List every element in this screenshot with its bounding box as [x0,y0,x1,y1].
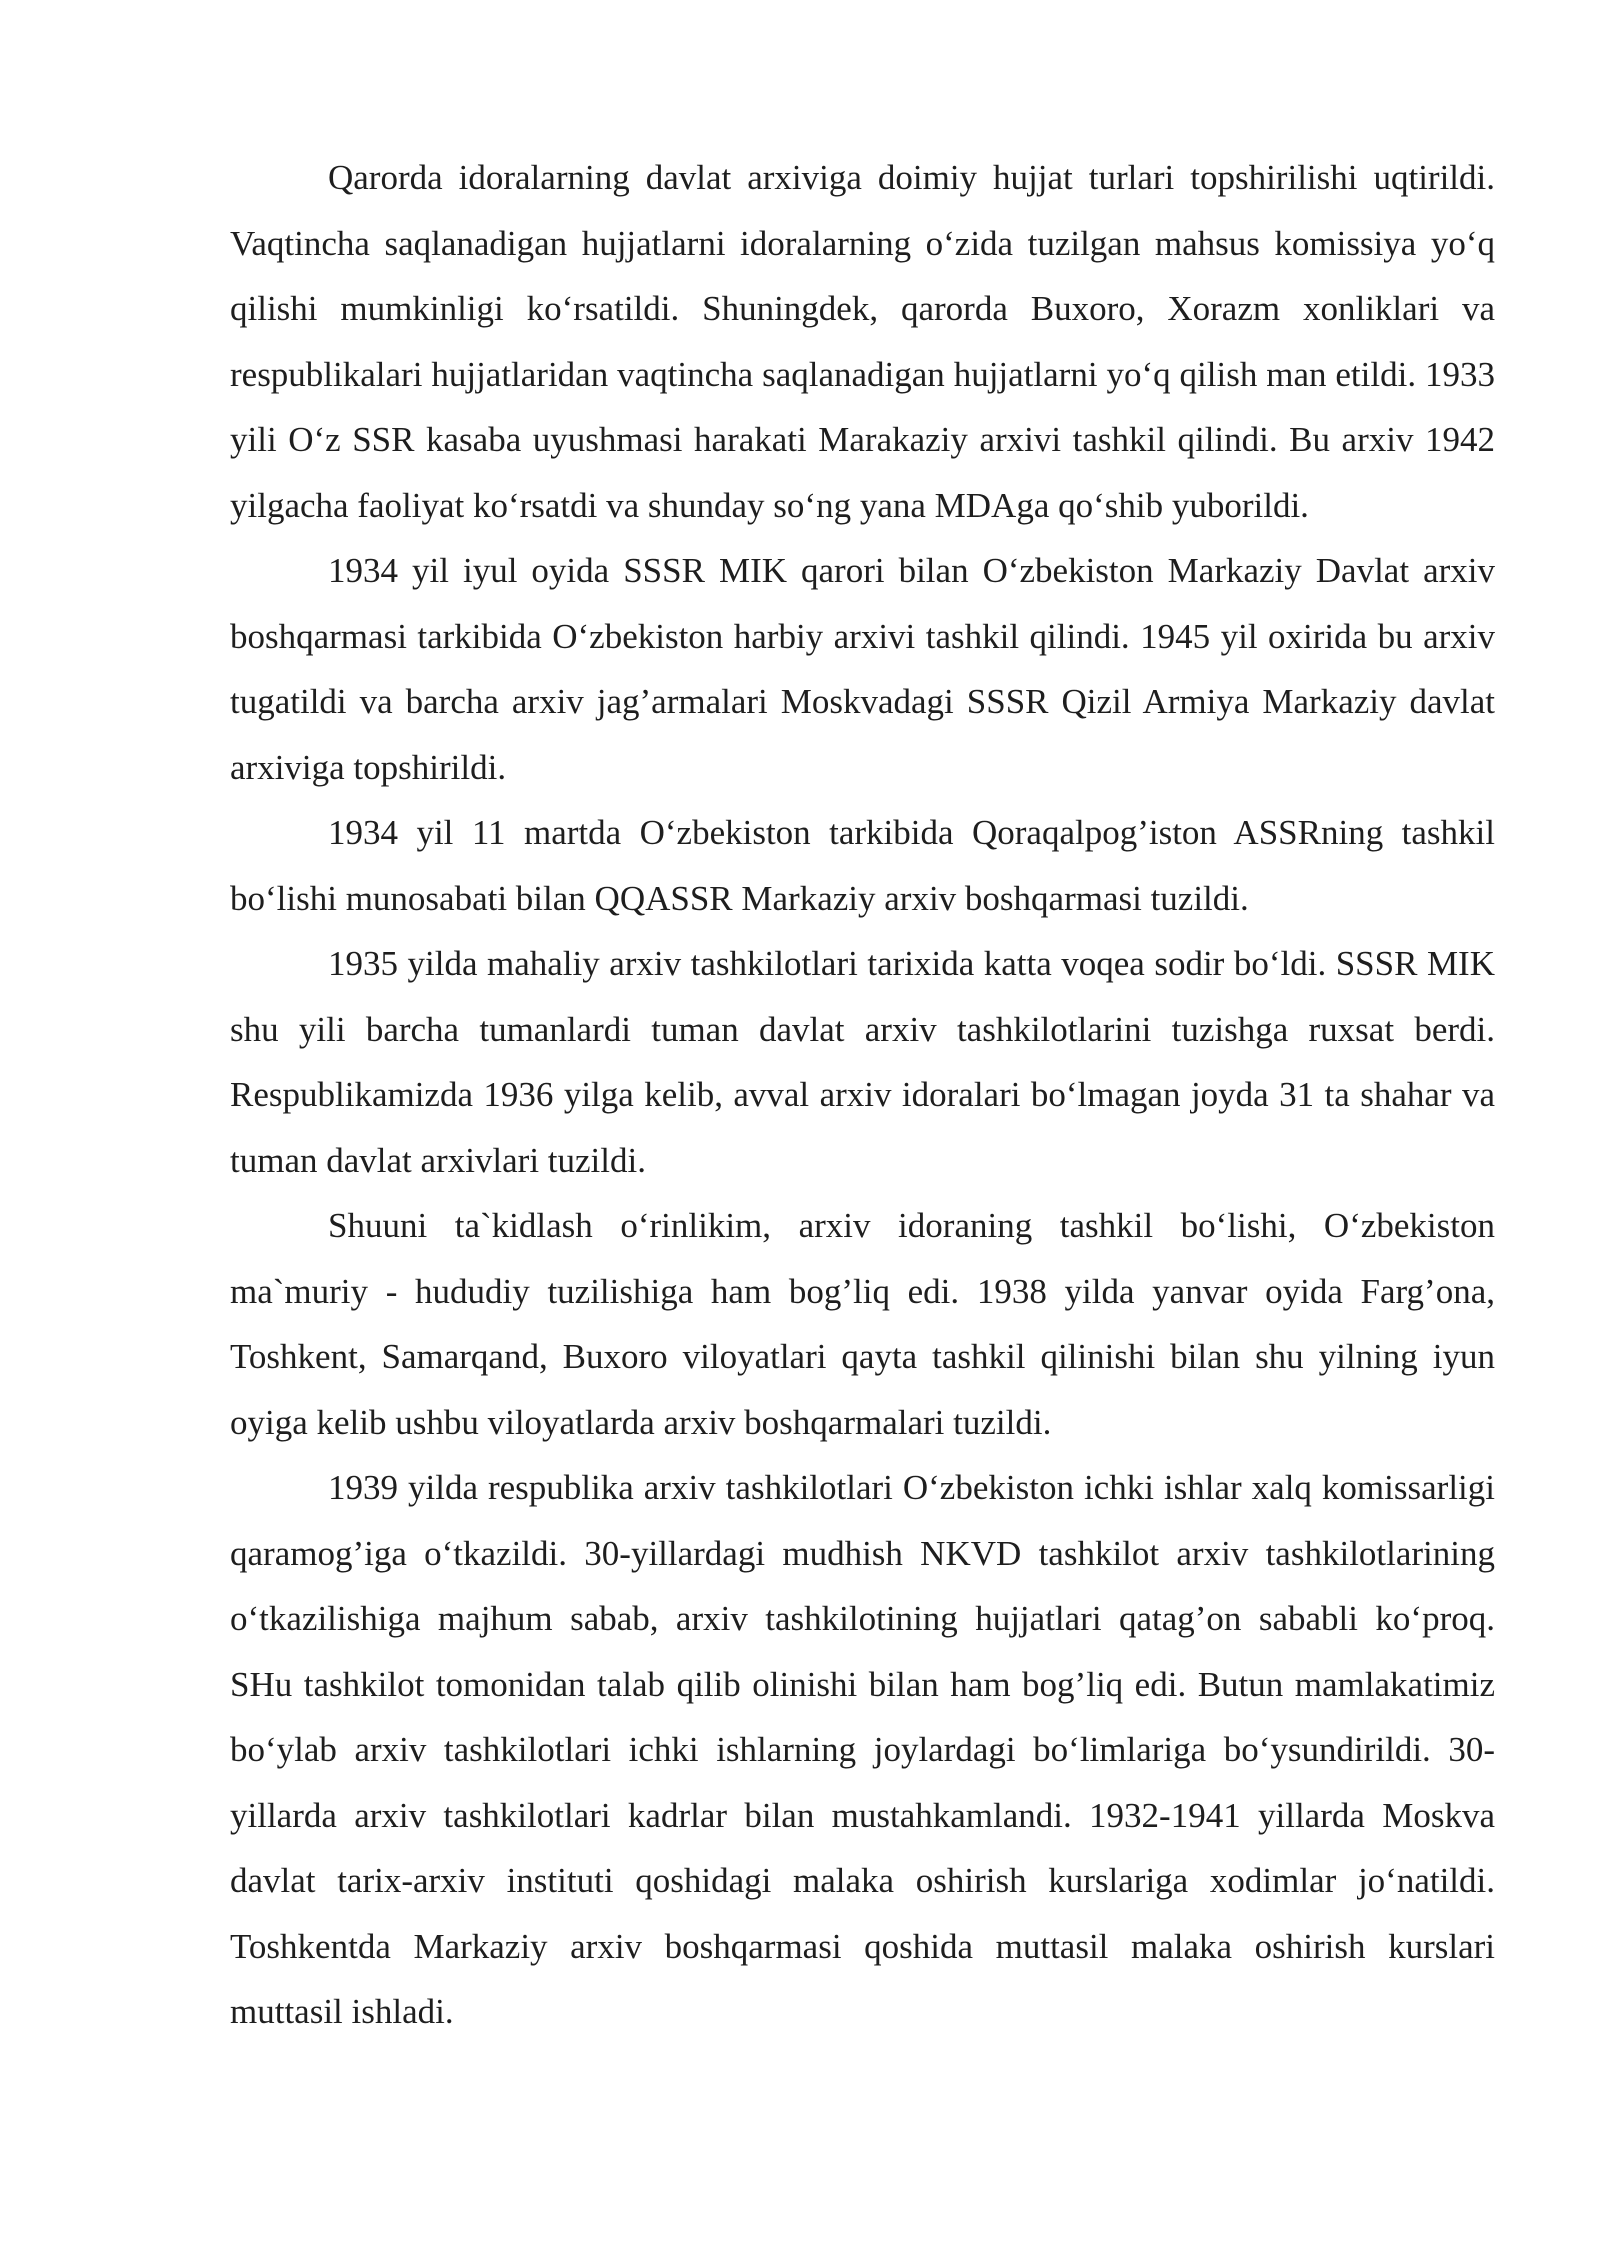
paragraph-1: Qarorda idoralarning davlat arxiviga doimiy hujjat turlari topshirilishi uqtirildi. Vaqtincha saqlanadigan hujjatlarni idoralarning o‘zida tuzilgan mahsus komissiya yo‘q qilishi mumkinligi ko‘rsatildi. Shuningdek, qarorda Buxoro, Xorazm xonliklari va respublikalari hujjatlaridan vaqtincha saqlanadigan hujjatlarni yo‘q qilish man etildi. 1933 yili O‘z SSR kasaba uyushmasi harakati Marakaziy arxivi tashkil qilindi. Bu arxiv 1942 yilgacha faoliyat ko‘rsatdi va shunday so‘ng yana MDAga qo‘shib yuborildi. [230,158,1495,525]
paragraph-4: 1935 yilda mahaliy arxiv tashkilotlari tarixida katta voqea sodir bo‘ldi. SSSR MIK shu yili barcha tumanlardi tuman davlat arxiv tashkilotlarini tuzishga ruxsat berdi. Respublikamizda 1936 yilga kelib, avval arxiv idoralari bo‘lmagan joyda 31 ta shahar va tuman davlat arxivlari tuzildi. [230,944,1495,1180]
paragraph-2: 1934 yil iyul oyida SSSR MIK qarori bilan O‘zbekiston Markaziy Davlat arxiv boshqarmasi tarkibida O‘zbekiston harbiy arxivi tashkil qilindi. 1945 yil oxirida bu arxiv tugatildi va barcha arxiv jag’armalari Moskvadagi SSSR Qizil Armiya Markaziy davlat arxiviga topshirildi. [230,551,1495,787]
paragraph-3: 1934 yil 11 martda O‘zbekiston tarkibida Qoraqalpog’iston ASSRning tashkil bo‘lishi munosabati bilan QQASSR Markaziy arxiv boshqarmasi tuzildi. [230,813,1495,918]
paragraph-6: 1939 yilda respublika arxiv tashkilotlari O‘zbekiston ichki ishlar xalq komissarligi qaramog’iga o‘tkazildi. 30-yillardagi mudhish NKVD tashkilot arxiv tashkilotlarining o‘tkazilishiga majhum sabab, arxiv tashkilotining hujjatlari qatag’on sababli ko‘proq. SHu tashkilot tomonidan talab qilib olinishi bilan ham bog’liq edi. Butun mamlakatimiz bo‘ylab arxiv tashkilotlari ichki ishlarning joylardagi bo‘limlariga bo‘ysundirildi. 30-yillarda arxiv tashkilotlari kadrlar bilan mustahkamlandi. 1932-1941 yillarda Moskva davlat tarix-arxiv instituti qoshidagi malaka oshirish kurslariga xodimlar jo‘natildi. Toshkentda Markaziy arxiv boshqarmasi qoshida muttasil malaka oshirish kurslari muttasil ishladi. [230,1468,1495,2031]
document-page [230,145,1495,2045]
paragraph-5: Shuuni ta`kidlash o‘rinlikim, arxiv idoraning tashkil bo‘lishi, O‘zbekiston ma`muriy - hududiy tuzilishiga ham bog’liq edi. 1938 yilda yanvar oyida Farg’ona, Toshkent, Samarqand, Buxoro viloyatlari qayta tashkil qilinishi bilan shu yilning iyun oyiga kelib ushbu viloyatlarda arxiv boshqarmalari tuzildi. [230,1206,1495,1442]
